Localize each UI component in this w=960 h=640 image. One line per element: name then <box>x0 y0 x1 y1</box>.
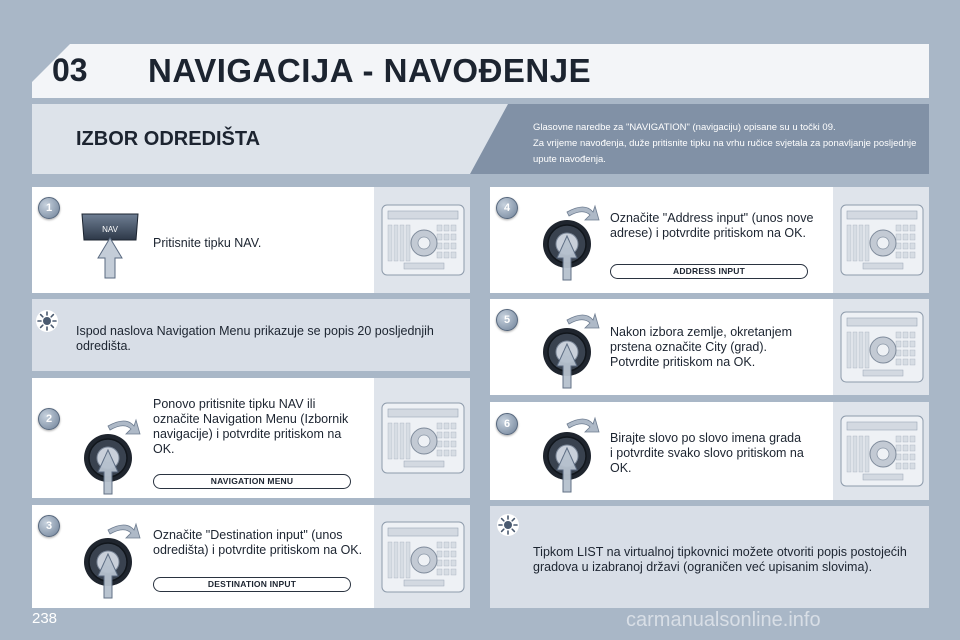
intro-line: Za vrijeme navođenja, duže pritisnite tipku na vrhu ručice svjetala za ponavljanje posljednje <box>533 138 917 149</box>
step-6-line: Birajte slovo po slovo imena grada <box>610 431 802 445</box>
step-3-radio-thumbnail <box>374 505 470 608</box>
radio-unit-icon <box>374 187 470 293</box>
step-3-badge: 3 <box>38 515 60 537</box>
radio-unit-icon <box>833 402 929 500</box>
tip-1-lightbulb-icon <box>36 310 58 332</box>
tip-1-text <box>76 324 466 354</box>
radio-unit-icon <box>833 187 929 293</box>
step-3-knob-press-icon <box>72 516 142 600</box>
tip-2-lightbulb-icon <box>497 514 519 536</box>
step-1-text <box>153 236 363 251</box>
step-5-line: Nakon izbora zemlje, okretanjem <box>610 325 793 339</box>
page-number: 238 <box>32 610 58 627</box>
step-5-text <box>610 325 828 370</box>
nav-key-label: NAV <box>102 225 118 234</box>
tip-2-line: gradova u izabranoj državi (ograničen već upisanim slovima). <box>533 560 873 574</box>
tip-1-line: Ispod naslova Navigation Menu prikazuje se popis 20 posljednjih <box>76 324 434 338</box>
step-5-knob-press-icon <box>531 306 601 390</box>
page-title: NAVIGACIJA - NAVOĐENJE <box>148 52 592 89</box>
step-6-radio-thumbnail <box>833 402 929 500</box>
tip-2-text <box>533 545 925 575</box>
destination-input-button[interactable]: DESTINATION INPUT <box>153 577 351 592</box>
step-4-knob-press-icon <box>531 198 601 282</box>
navigation-menu-button[interactable]: NAVIGATION MENU <box>153 474 351 489</box>
tip-1-line: odredišta. <box>76 339 131 353</box>
step-5-badge: 5 <box>496 309 518 331</box>
step-2-line: navigacije) i potvrdite pritiskom na <box>153 427 342 441</box>
watermark: carmanualsonline.info <box>626 609 821 631</box>
step-1-line: Pritisnite tipku NAV. <box>153 236 262 250</box>
chapter-number: 03 <box>52 52 88 88</box>
step-2-line: Ponovo pritisnite tipku NAV ili <box>153 397 316 411</box>
step-5-radio-thumbnail <box>833 299 929 395</box>
step-6-knob-press-icon <box>531 410 601 494</box>
step-4-radio-thumbnail <box>833 187 929 293</box>
step-2-text <box>153 397 371 457</box>
step-5-line: Potvrdite pritiskom na OK. <box>610 355 756 369</box>
step-6-badge: 6 <box>496 413 518 435</box>
step-2-radio-thumbnail <box>374 378 470 498</box>
step-1-badge: 1 <box>38 197 60 219</box>
step-6-line: i potvrdite svako slovo pritiskom na <box>610 446 804 460</box>
step-4-text <box>610 211 828 241</box>
step-2-knob-press-icon <box>72 412 142 496</box>
intro-line: Glasovne naredbe za "NAVIGATION" (navigaciju) opisane su u točki 09. <box>533 122 836 133</box>
radio-unit-icon <box>374 378 470 498</box>
intro-line: upute navođenja. <box>533 154 606 165</box>
step-3-text <box>153 528 371 558</box>
nav-key-icon <box>78 210 142 280</box>
step-5-line: prstena označite City (grad). <box>610 340 768 354</box>
step-4-line: Označite "Address input" (unos nove <box>610 211 814 225</box>
radio-unit-icon <box>374 505 470 608</box>
step-4-badge: 4 <box>496 197 518 219</box>
section-title: IZBOR ODREDIŠTA <box>76 128 261 150</box>
intro-text <box>533 120 925 168</box>
step-6-text <box>610 431 828 476</box>
step-3-line: Označite "Destination input" (unos <box>153 528 343 542</box>
step-1-radio-thumbnail <box>374 187 470 293</box>
step-2-line: OK. <box>153 442 175 456</box>
radio-unit-icon <box>833 299 929 395</box>
tip-2-line: Tipkom LIST na virtualnoj tipkovnici možete otvoriti popis postojećih <box>533 545 907 559</box>
address-input-button[interactable]: ADDRESS INPUT <box>610 264 808 279</box>
step-2-badge: 2 <box>38 408 60 430</box>
step-6-line: OK. <box>610 461 632 475</box>
step-4-line: adrese) i potvrdite pritiskom na OK. <box>610 226 806 240</box>
step-2-line: označite Navigation Menu (Izbornik <box>153 412 349 426</box>
step-3-line: odredišta) i potvrdite pritiskom na OK. <box>153 543 363 557</box>
